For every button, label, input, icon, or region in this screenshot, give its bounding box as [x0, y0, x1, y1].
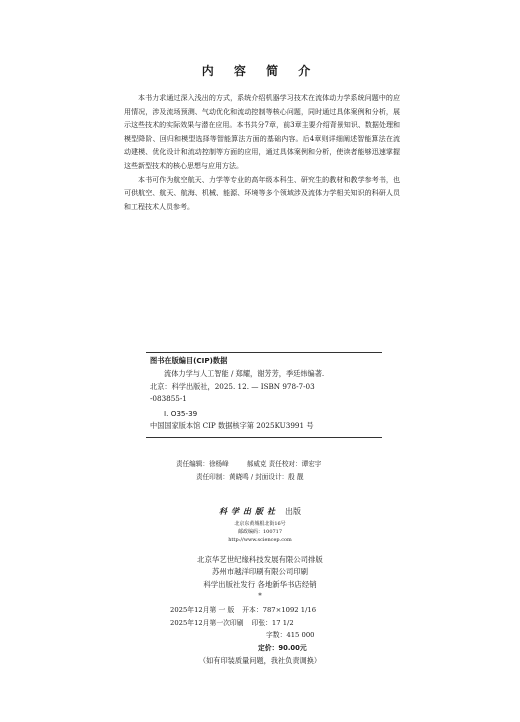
cip-title-line: 流体力学与人工智能 / 郑耀，谢芳芳，季廷炜编著.: [164, 369, 325, 379]
publisher-address: 北京东黄城根北街16号: [234, 521, 286, 527]
publisher-postcode: 邮政编码：100717: [237, 529, 283, 535]
book-format: 开本：787×1092 1/16: [242, 606, 317, 614]
credits-row-editors: [176, 458, 520, 471]
book-introduction: [124, 92, 400, 214]
first-edition: 2025年12月第 一 版: [170, 606, 235, 614]
cip-data-block: [146, 352, 382, 438]
intro-paragraph-1: 本书力求通过深入浅出的方式，系统介绍机器学习技术在流体动力学系统问题中的应用情况，涉及流场预测、气动优化和流动控制等核心问题，同时通过具体案例和分析，展示这些技术的实际效果与潜在应用。本书共分7章，前3章主要介绍背景知识、数据处理和模型降阶、回归和模型选择等智能算法方面的基础内容。后4章则详细阐述智能算法在流动建模、优化设计和流动控制等方面的应用，通过具体案例和分析，使读者能够迅速掌握这些新型技术的核心思想与应用方法。: [124, 94, 400, 170]
intro-paragraph-2: 本书可作为航空航天、力学等专业的高年级本科生、研究生的教材和教学参考书，也可供航空、航天、航海、机械、能源、环境等多个领域涉及流体力学相关知识的科研人员和工程技术人员参考。: [124, 175, 400, 211]
cip-publisher-line: 北京：科学出版社，2025. 12. — ISBN 978-7-03: [150, 381, 315, 391]
print-sheets: 印张：17 1/2: [251, 618, 294, 627]
production-info: [0, 554, 520, 591]
responsibility-credits: [0, 458, 520, 484]
edition-line-2: [170, 617, 520, 630]
separator-star: *: [258, 592, 262, 600]
publisher-block: [0, 506, 520, 544]
quality-notice: （如有印装质量问题，我社负责调换）: [198, 656, 322, 665]
cip-header: 图书在版编目(CIP)数据: [150, 356, 228, 365]
proofreader-name: 谭宏宇: [301, 460, 322, 468]
printer: 苏州市越洋印刷有限公司印刷: [211, 567, 309, 577]
proofreader-label: 责任校对：: [268, 460, 302, 468]
cip-classification: Ⅰ. O35-39: [164, 408, 198, 418]
cover-name: 殷 靓: [288, 473, 304, 481]
cip-isbn-line: -083855-1: [150, 394, 187, 404]
first-printing: 2025年12月第一次印刷: [170, 618, 244, 627]
editor-label: 责任编辑：: [176, 460, 209, 468]
edition-line-1: [170, 604, 520, 617]
cip-record-number: 中国国家版本馆 CIP 数据核字第 2025KU3991 号: [150, 421, 314, 431]
typesetter: 北京华艺世纪缘科技发展有限公司排版: [197, 555, 323, 564]
edition-info: [0, 604, 520, 654]
publisher-suffix: 出版: [285, 507, 301, 516]
page-title: 内 容 简 介: [201, 64, 319, 78]
distribution: 科学出版社发行 各地新华书店经销: [203, 579, 317, 589]
print-name: 黄晓鸣: [228, 473, 249, 481]
publisher-name: 科学出版社: [219, 506, 279, 516]
credits-row-print: 责任印制：黄晓鸣 / 封面设计：殷 靓: [196, 473, 304, 481]
editor-name: 徐杨峰: [208, 460, 229, 468]
print-label: 责任印制：: [196, 473, 229, 481]
price: 定价：90.00元: [258, 643, 307, 652]
cover-label: 封面设计：: [255, 473, 289, 481]
editor2-name: 郝威克: [246, 460, 267, 468]
publisher-url: http://www.sciencep.com: [228, 537, 292, 543]
word-count: 字数：415 000: [266, 631, 315, 640]
